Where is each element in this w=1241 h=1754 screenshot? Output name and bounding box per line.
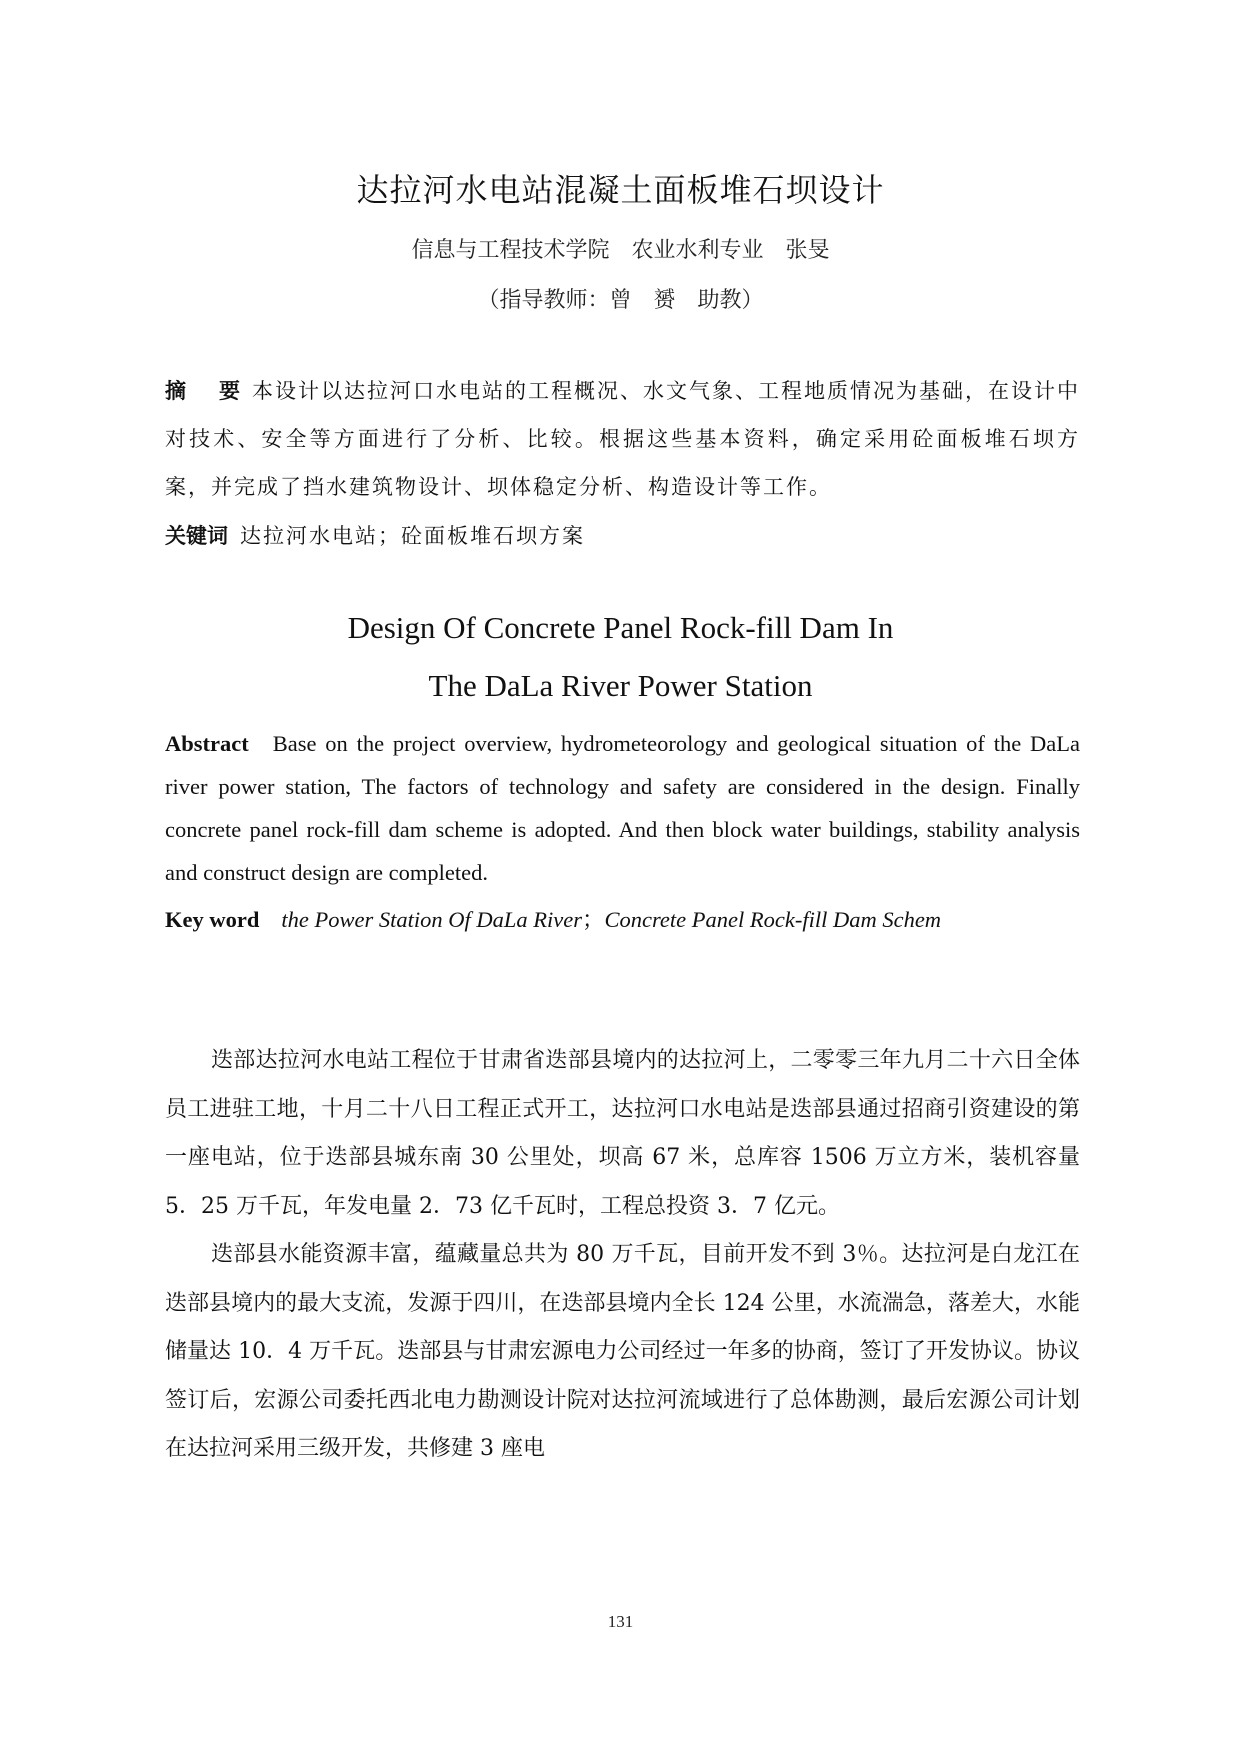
english-abstract-label: Abstract: [165, 731, 249, 756]
body-paragraph: 迭部达拉河水电站工程位于甘肃省迭部县境内的达拉河上，二零零三年九月二十六日全体员工进驻工地，十月二十八日工程正式开工，达拉河口水电站是迭部县通过招商引资建设的第一座电站，位于迭部县城东南 30 公里处，坝高 67 米，总库容 1506 万立方米，装机容量 5．25 万千瓦，年发电量 2．73 亿千瓦时，工程总投资 3．7 亿元。: [165, 1048, 1080, 1219]
chinese-keywords-label: 关键词: [165, 524, 228, 548]
english-abstract-text: Base on the project overview, hydrometeorology and geological situation of the DaLa river power station, The factors of technology and safety are considered in the design. Finally concrete panel rock-fill dam scheme is adopted. And then block water buildings, stability analysis and construct design are completed.: [165, 731, 1080, 885]
author-affiliation: 信息与工程技术学院 农业水利专业 张旻: [411, 238, 830, 263]
english-keyword-1: the Power Station Of DaLa River: [281, 907, 582, 932]
body-paragraph: 迭部县水能资源丰富，蕴藏量总共为 80 万千瓦，目前开发不到 3％。达拉河是白龙江在迭部县境内的最大支流，发源于四川，在迭部县境内全长 124 公里，水流湍急，落差大，水能储量达 10．4 万千瓦。迭部县与甘肃宏源电力公司经过一年多的协商，签订了开发协议。协议签订后，宏源公司委托西北电力勘测设计院对达拉河流域进行了总体勘测，最后宏源公司计划在达拉河采用三级开发，共修建 3 座电: [165, 1242, 1080, 1461]
advisor-line: （指导教师：曾 赟 助教）: [477, 288, 764, 313]
body-text: [165, 1037, 1080, 1474]
chinese-keywords: [165, 512, 1080, 560]
chinese-keywords-text: 达拉河水电站；砼面板堆石坝方案: [240, 524, 585, 548]
english-abstract: [165, 722, 1080, 894]
chinese-title: 达拉河水电站混凝土面板堆石坝设计: [356, 171, 885, 209]
english-keyword-2: Concrete Panel Rock-fill Dam Schem: [604, 907, 942, 932]
chinese-abstract-text: 本设计以达拉河口水电站的工程概况、水文气象、工程地质情况为基础，在设计中对技术、安全等方面进行了分析、比较。根据这些基本资料，确定采用砼面板堆石坝方案，并完成了挡水建筑物设计、坝体稳定分析、构造设计等工作。: [165, 379, 1080, 499]
english-keywords-label: Key word: [165, 907, 260, 932]
chinese-abstract: [165, 367, 1080, 511]
chinese-abstract-label: 摘 要: [165, 379, 246, 403]
page-number: 131: [607, 1612, 634, 1631]
english-keywords-separator: ；: [581, 907, 605, 932]
english-title-line-1: Design Of Concrete Panel Rock-fill Dam In: [347, 610, 894, 645]
english-title-line-2: The DaLa River Power Station: [428, 668, 813, 703]
english-keywords: [165, 898, 1080, 941]
